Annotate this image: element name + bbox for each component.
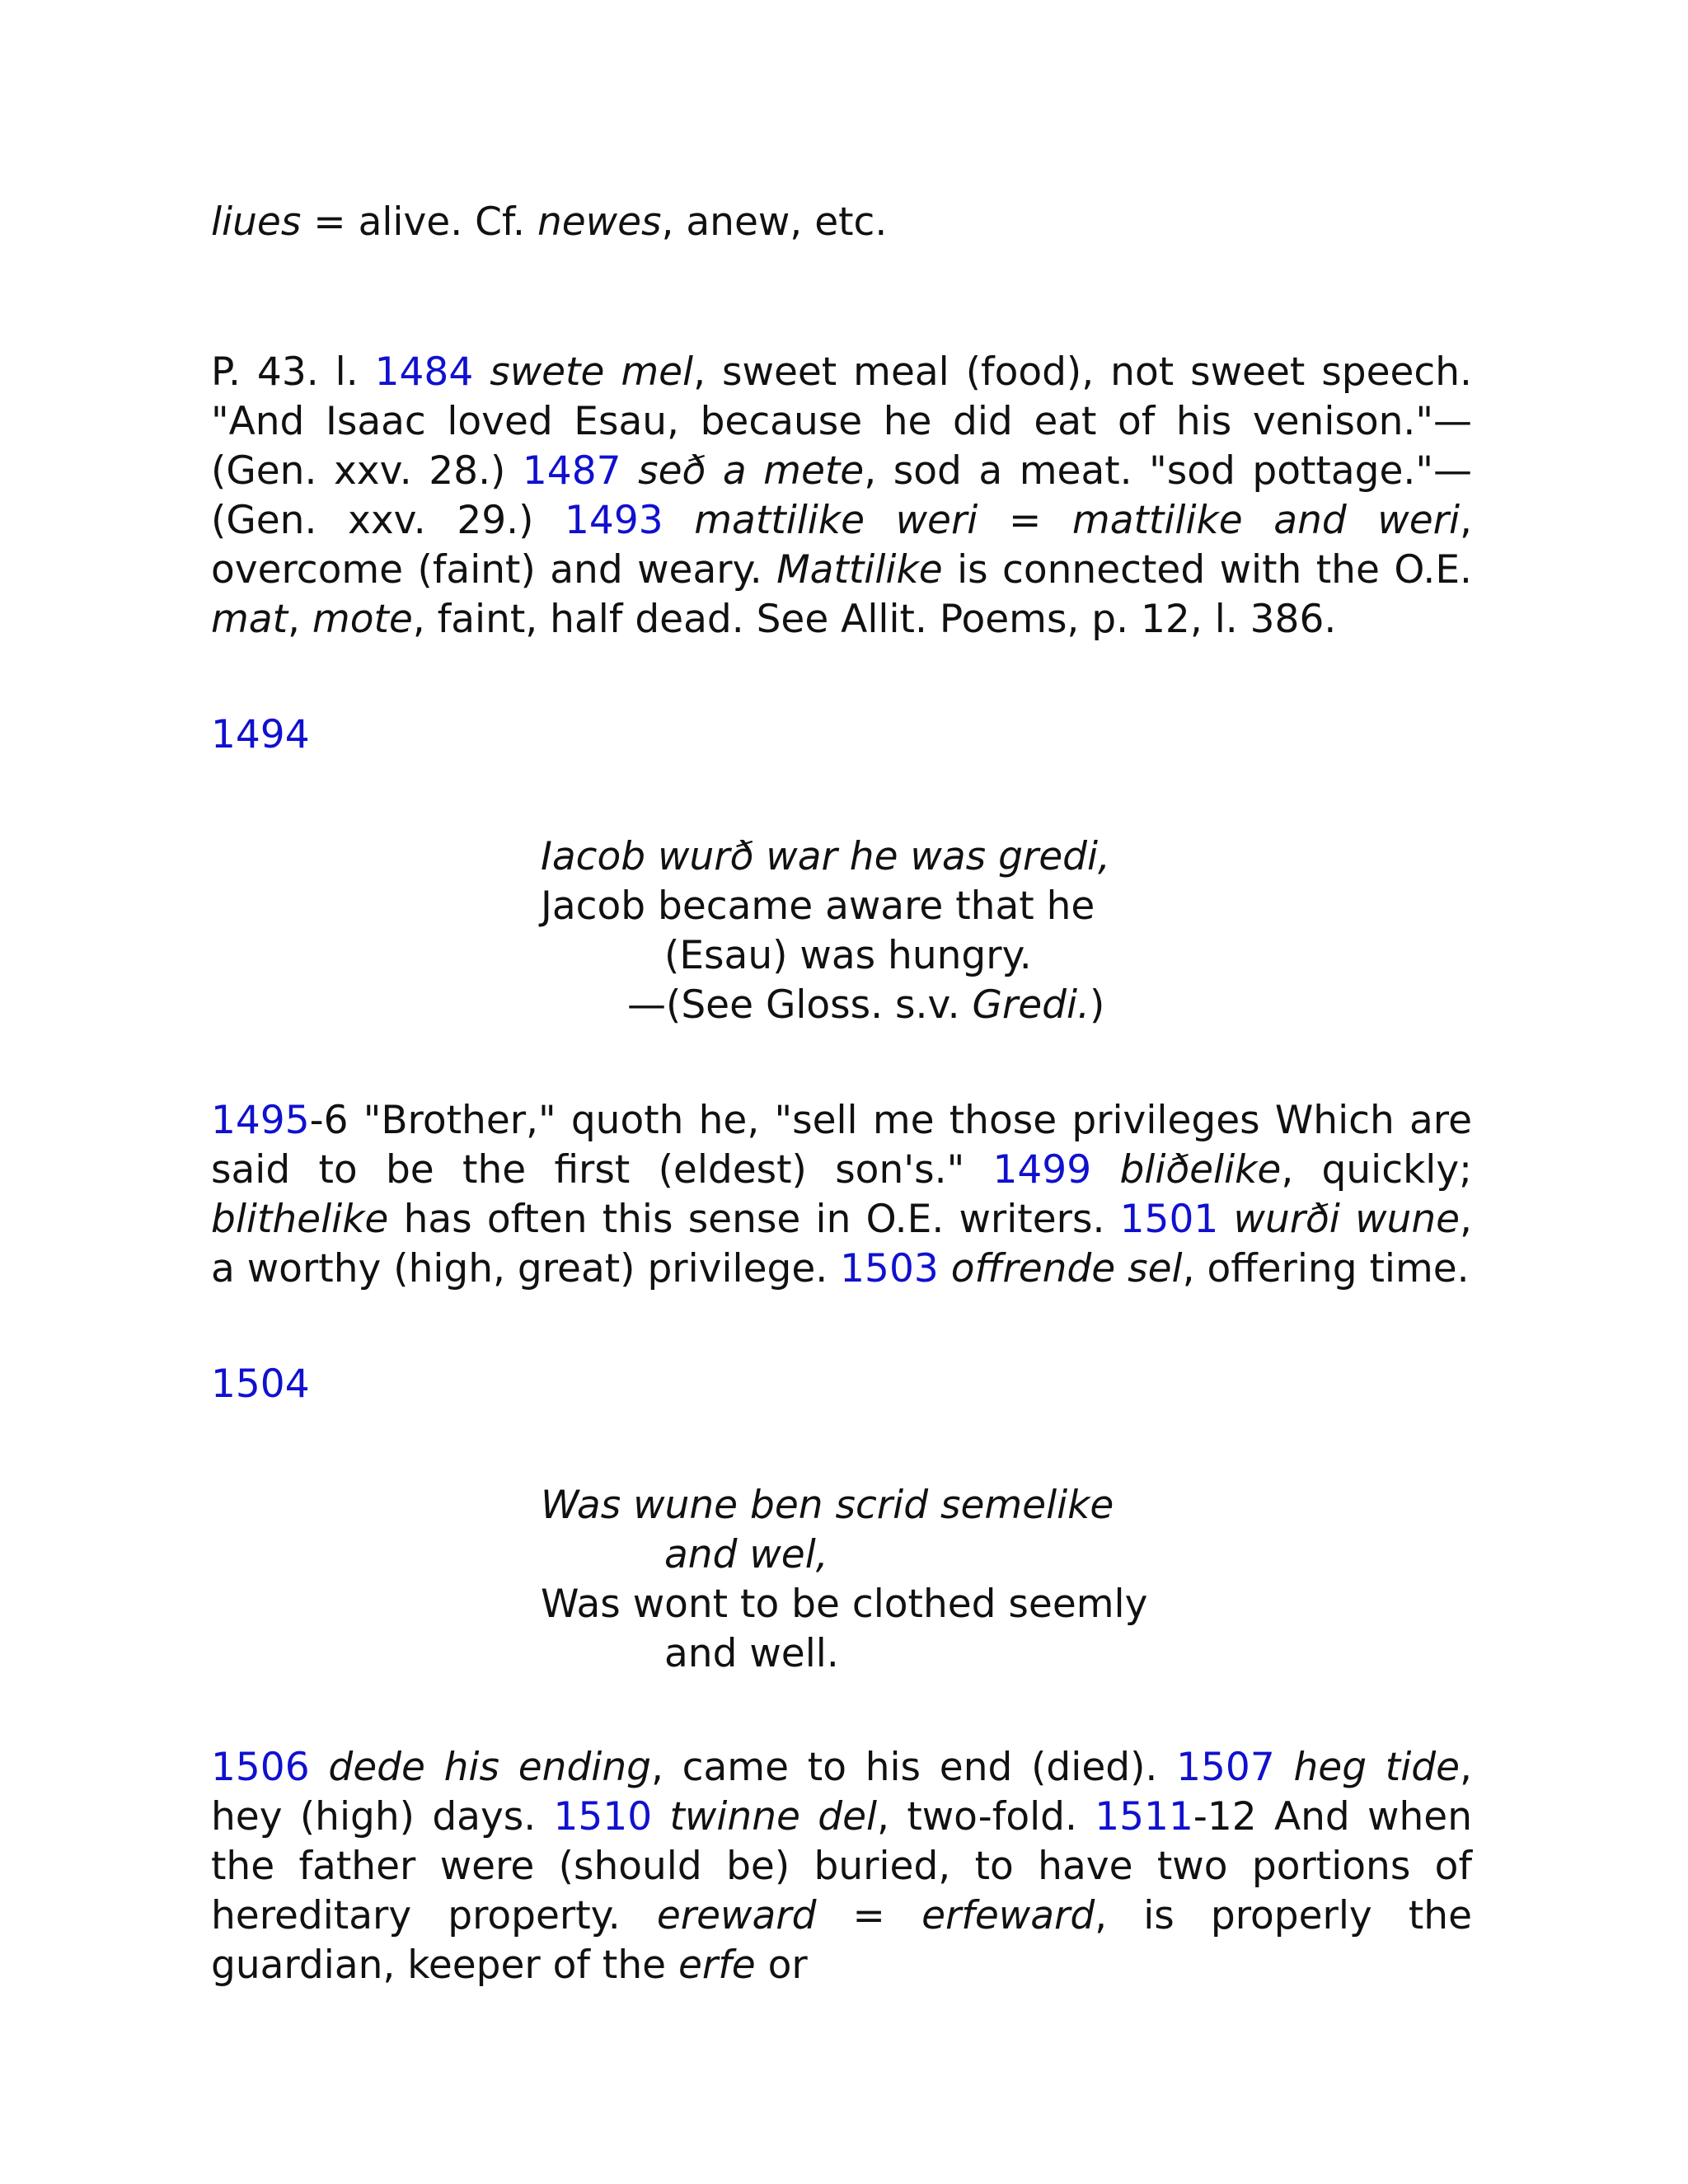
term-blithelike: blithelike — [211, 1197, 389, 1242]
verse-quote-1504 — [541, 1481, 1147, 1679]
line-link-1499[interactable]: 1499 — [992, 1147, 1092, 1193]
verse-line: Was wune ben scrid semelike — [541, 1483, 1114, 1528]
term-mattilike-and-weri: mattilike and weri — [1071, 498, 1461, 543]
term-blidelike: bliðelike — [1119, 1147, 1282, 1193]
text: , offering time. — [1182, 1246, 1470, 1291]
term-swete-mel: swete mel — [490, 349, 694, 395]
text: = — [978, 498, 1072, 543]
paragraph-p43 — [211, 348, 1472, 644]
term-gredi: Gredi. — [972, 982, 1090, 1028]
verse-line: Iacob wurð war he was gredi, — [541, 834, 1111, 879]
text: P. 43. l. — [211, 349, 375, 395]
text: , hey (high) days. — [211, 1745, 1472, 1840]
line-link-1511[interactable]: 1511 — [1095, 1794, 1193, 1840]
term-wurdi-wune: wurði wune — [1233, 1197, 1461, 1242]
text: has often this sense in O.E. writers. — [388, 1197, 1120, 1242]
text: , sod a meat. "sod pottage."—(Gen. xxv. 29.) — [211, 448, 1472, 543]
term-mattilike-weri: mattilike weri — [694, 498, 978, 543]
line-link-1487[interactable]: 1487 — [522, 448, 621, 494]
text: -12 And when the father were (should be) buried, to have two portions of hereditary property. — [211, 1794, 1472, 1938]
term-mote: mote — [312, 597, 413, 642]
verse-line: (Esau) was hungry. — [664, 933, 1032, 978]
text: , anew, etc. — [661, 199, 888, 245]
text: -6 "Brother," quoth he, "sell me those privileges Which are said to be the first (eldest) son's." — [211, 1098, 1472, 1193]
term-liues: liues — [211, 199, 302, 245]
text: , — [288, 597, 312, 642]
term-twinne-del: twinne del — [669, 1794, 878, 1840]
text: = alive. Cf. — [301, 199, 537, 245]
term-sed-a-mete: seð a mete — [638, 448, 865, 494]
line-link-1507[interactable]: 1507 — [1176, 1745, 1275, 1790]
term-heg-tide: heg tide — [1293, 1745, 1461, 1790]
term-erfe: erfe — [678, 1943, 756, 1988]
text: = — [816, 1893, 922, 1938]
term-newes: newes — [537, 199, 662, 245]
verse-quote-1494 — [541, 832, 1110, 1030]
line-link-1504[interactable]: 1504 — [211, 1361, 310, 1407]
text: , sweet meal (food), not sweet speech. "And Isaac loved Esau, because he did eat of his venison."—(Gen. xxv. 28.) — [211, 349, 1472, 494]
paragraph-1506 — [211, 1743, 1472, 1990]
verse-line: Was wont to be clothed seemly — [541, 1582, 1148, 1627]
text: , overcome (faint) and weary. — [211, 498, 1472, 593]
line-link-1493[interactable]: 1493 — [565, 498, 663, 543]
text: , a worthy (high, great) privilege. — [211, 1197, 1472, 1291]
text: —(See Gloss. s.v. — [627, 982, 973, 1028]
text: ) — [1090, 982, 1105, 1028]
paragraph-liues — [211, 198, 1472, 247]
paragraph-1495 — [211, 1096, 1472, 1294]
verse-line: and wel, — [664, 1532, 828, 1577]
verse-line: Jacob became aware that he — [541, 883, 1095, 929]
line-link-1494[interactable]: 1494 — [211, 712, 310, 757]
text: is connected with the O.E. — [942, 547, 1472, 593]
line-link-1503[interactable]: 1503 — [840, 1246, 939, 1291]
text: , came to his end (died). — [650, 1745, 1177, 1790]
line-link-1510[interactable]: 1510 — [553, 1794, 653, 1840]
term-erfeward: erfeward — [921, 1893, 1095, 1938]
term-mat: mat — [211, 597, 288, 642]
text: or — [755, 1943, 808, 1988]
text: , faint, half dead. See Allit. Poems, p. 12, l. 386. — [412, 597, 1337, 642]
text: , two-fold. — [877, 1794, 1095, 1840]
line-link-1506[interactable]: 1506 — [211, 1745, 310, 1790]
term-offrende-sel: offrende sel — [950, 1246, 1183, 1291]
term-ereward: ereward — [656, 1893, 817, 1938]
text: , quickly; — [1281, 1147, 1472, 1193]
line-link-1484[interactable]: 1484 — [374, 349, 474, 395]
text: , is properly the guardian, keeper of the — [211, 1893, 1472, 1988]
term-dede-his-ending: dede his ending — [328, 1745, 651, 1790]
line-link-1501[interactable]: 1501 — [1119, 1197, 1219, 1242]
line-link-1495[interactable]: 1495 — [211, 1098, 310, 1143]
verse-line: and well. — [664, 1631, 839, 1676]
term-mattilike: Mattilike — [776, 547, 943, 593]
verse-line-gloss — [541, 981, 1110, 1030]
